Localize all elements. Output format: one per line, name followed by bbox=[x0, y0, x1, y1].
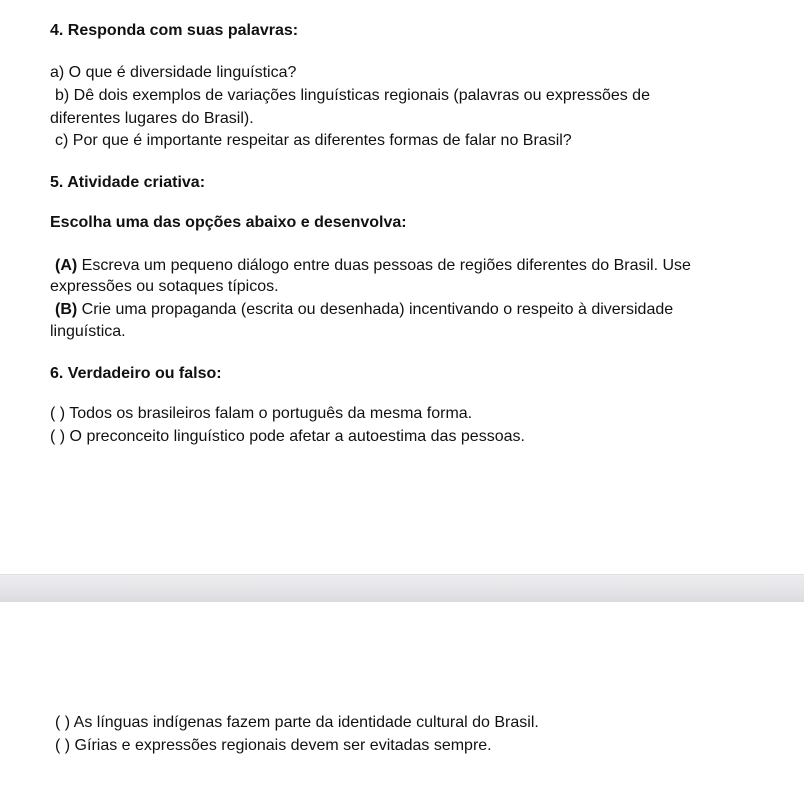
section-4-title: 4. Responda com suas palavras: bbox=[50, 22, 299, 39]
page-separator bbox=[0, 574, 804, 604]
true-false-item-4: ( ) Gírias e expressões regionais devem ser evitadas sempre. bbox=[55, 737, 492, 754]
document-page-2 bbox=[0, 602, 804, 811]
question-4a: a) O que é diversidade linguística? bbox=[50, 64, 297, 81]
true-false-item-2: ( ) O preconceito linguístico pode afetar a autoestima das pessoas. bbox=[50, 428, 525, 445]
option-a-line1 bbox=[55, 255, 691, 277]
question-4c: c) Por que é importante respeitar as diferentes formas de falar no Brasil? bbox=[55, 132, 572, 149]
true-false-item-3: ( ) As línguas indígenas fazem parte da identidade cultural do Brasil. bbox=[55, 714, 539, 731]
question-4b-line1: b) Dê dois exemplos de variações linguísticas regionais (palavras ou expressões de bbox=[55, 87, 650, 104]
section-5-subtitle: Escolha uma das opções abaixo e desenvolva: bbox=[50, 214, 407, 231]
option-a-line2: expressões ou sotaques típicos. bbox=[50, 278, 279, 295]
option-b-text: Crie uma propaganda (escrita ou desenhada) incentivando o respeito à diversidade bbox=[77, 301, 674, 318]
option-b-label: (B) bbox=[55, 301, 78, 318]
option-a-label: (A) bbox=[55, 257, 78, 274]
section-6-title: 6. Verdadeiro ou falso: bbox=[50, 365, 222, 382]
option-b-line2: linguística. bbox=[50, 323, 126, 340]
true-false-item-1: ( ) Todos os brasileiros falam o português da mesma forma. bbox=[50, 405, 473, 422]
option-b-line1 bbox=[55, 299, 673, 321]
question-4b-line2: diferentes lugares do Brasil). bbox=[50, 110, 254, 127]
option-a-text: Escreva um pequeno diálogo entre duas pessoas de regiões diferentes do Brasil. Use bbox=[77, 257, 691, 274]
section-5-title: 5. Atividade criativa: bbox=[50, 174, 206, 191]
